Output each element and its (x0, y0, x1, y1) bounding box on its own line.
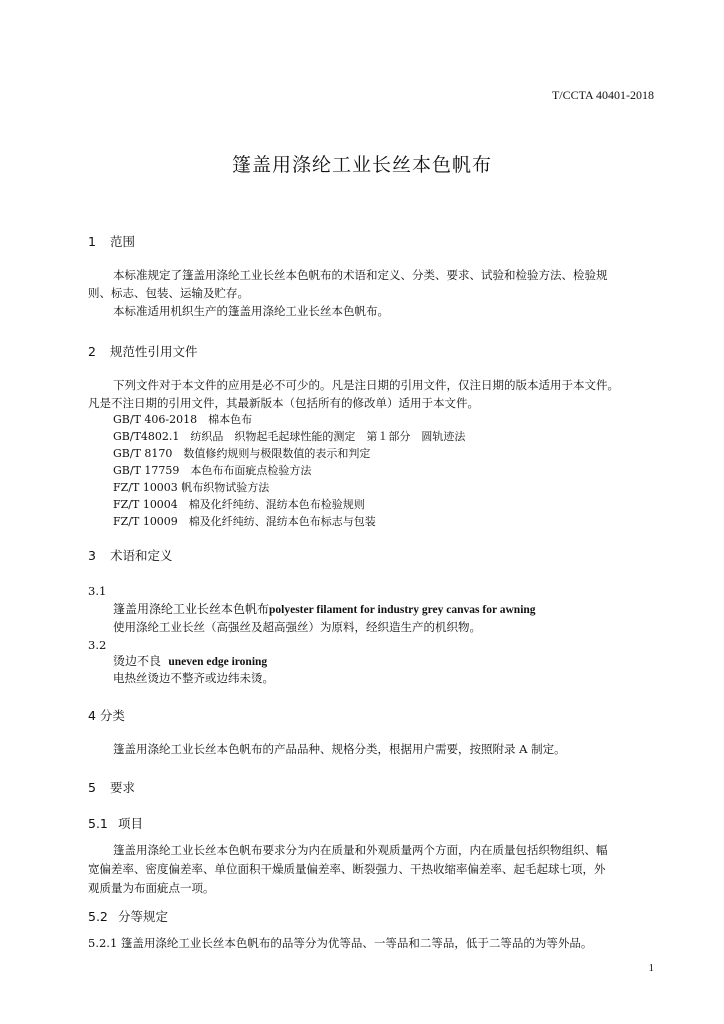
section-3-heading (88, 546, 173, 564)
term-title (113, 600, 536, 619)
section-number: 1 (88, 234, 96, 249)
section-2-heading (88, 342, 198, 360)
term-english: polyester filament for industry grey canvas for awning (269, 604, 536, 616)
reference-item: FZ/T 10009 棉及化纤纯纺、混纺本色布标志与包装 (113, 515, 376, 528)
section-number: 2 (88, 344, 96, 359)
reference-item: GB/T4802.1 纺织品 织物起毛起球性能的测定 第１部分 圆轨迹法 (113, 430, 466, 443)
section-title: 规范性引用文件 (110, 344, 198, 359)
scope-paragraph-1-line-1: 本标准规定了篷盖用涤纶工业长丝本色帆布的术语和定义、分类、要求、试验和检验方法、检验规 (113, 268, 608, 282)
section-title: 术语和定义 (110, 548, 173, 563)
items-paragraph-line-3: 观质量为布面疵点一项。 (88, 881, 215, 895)
section-number: 5 (88, 780, 96, 795)
section-number: 5.2 (88, 909, 108, 924)
section-1-heading (88, 232, 135, 250)
reference-item: FZ/T 10003 帆布织物试验方法 (113, 481, 270, 494)
document-title: 篷盖用涤纶工业长丝本色帆布 (231, 154, 492, 176)
section-4-heading: 4 分类 (88, 708, 125, 723)
items-paragraph-line-1: 篷盖用涤纶工业长丝本色帆布要求分为内在质量和外观质量两个方面，内在质量包括织物组织、幅 (113, 843, 608, 857)
section-title: 分等规定 (118, 909, 169, 924)
term-chinese: 篷盖用涤纶工业长丝本色帆布 (113, 602, 270, 616)
grading-paragraph: 5.2.1 篷盖用涤纶工业长丝本色帆布的品等分为优等品、一等品和二等品，低于二等品的为等外品。 (88, 936, 593, 950)
term-definition: 电热丝烫边不整齐或边纬未烫。 (113, 671, 274, 685)
page-number: 1 (648, 962, 654, 974)
reference-item: GB/T 8170 数值修约规则与极限数值的表示和判定 (113, 447, 371, 460)
section-number: 3 (88, 548, 96, 563)
term-english: uneven edge ironing (168, 656, 268, 668)
reference-item: FZ/T 10004 棉及化纤纯纺、混纺本色布检验规则 (113, 498, 365, 511)
section-5-heading (88, 778, 135, 796)
document-code: T/CCTA 40401-2018 (551, 88, 654, 102)
items-paragraph-line-2: 宽偏差率、密度偏差率、单位面积干燥质量偏差率、断裂强力、干热收缩率偏差率、起毛起球七项，外 (88, 862, 606, 876)
term-number: 3.1 (88, 584, 107, 598)
section-title: 项目 (118, 816, 144, 831)
term-chinese: 烫边不良 (113, 654, 162, 668)
scope-paragraph-1-line-2: 则、标志、包装、运输及贮存。 (88, 286, 249, 300)
term-number: 3.2 (88, 638, 107, 652)
term-definition: 使用涤纶工业长丝（高强丝及超高强丝）为原料，经织造生产的机织物。 (113, 620, 481, 634)
classification-paragraph: 篷盖用涤纶工业长丝本色帆布的产品品种、规格分类，根据用户需要，按照附录 A 制定。 (113, 742, 566, 756)
reference-item: GB/T 406-2018 棉本色布 (113, 413, 253, 426)
section-title: 范围 (110, 234, 136, 249)
section-title: 要求 (110, 780, 136, 795)
references-intro-line-1: 下列文件对于本文件的应用是必不可少的。凡是注日期的引用文件，仅注日期的版本适用于本文件。 (113, 378, 619, 392)
subsection-5-1-heading (88, 814, 143, 832)
references-intro-line-2: 凡是不注日期的引用文件，其最新版本（包括所有的修改单）适用于本文件。 (88, 396, 479, 410)
subsection-5-2-heading (88, 907, 168, 925)
reference-item: GB/T 17759 本色布布面疵点检验方法 (113, 464, 312, 477)
scope-paragraph-2: 本标准适用机织生产的篷盖用涤纶工业长丝本色帆布。 (113, 304, 389, 318)
section-number: 5.1 (88, 816, 108, 831)
